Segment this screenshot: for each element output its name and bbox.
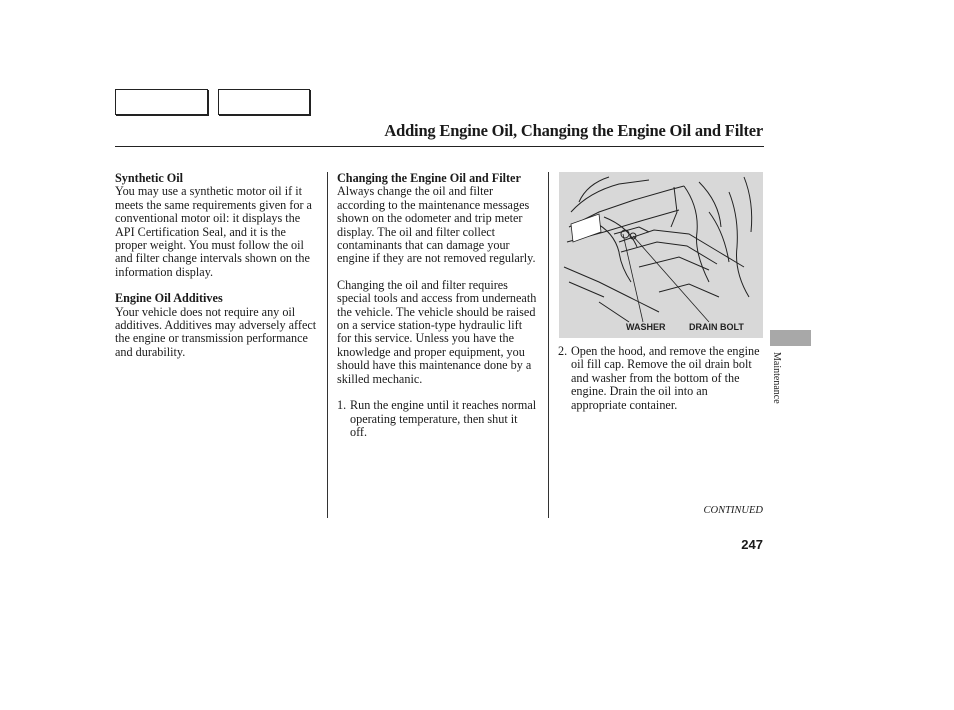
synthetic-oil-heading: Synthetic Oil xyxy=(115,171,184,185)
continued-label: CONTINUED xyxy=(703,505,763,516)
changing-oil-heading: Changing the Engine Oil and Filter xyxy=(337,171,521,185)
step-1-number: 1. xyxy=(337,398,347,413)
nav-button-1[interactable] xyxy=(115,89,208,115)
changing-oil-para2: Changing the oil and filter requires special tools and access from underneath the vehicle. The vehicle should be raised on a service station-type hydraulic lift for this service. Unless you have the knowledge and proper equipment, you should have this maintenance done by a skilled mechanic. xyxy=(337,277,537,386)
synthetic-oil-text: You may use a synthetic motor oil if it meets the same requirements given for a conventional motor oil: it displays the API Certification Seal, and it is the proper weight. You must follow the oil and filter change intervals shown on the information display. xyxy=(115,184,312,279)
column-divider-2 xyxy=(548,172,549,518)
step-2 xyxy=(558,345,763,412)
section-label: Maintenance xyxy=(771,352,782,404)
nav-button-2[interactable] xyxy=(218,89,310,115)
title-rule xyxy=(115,146,764,147)
middle-column xyxy=(337,172,537,439)
oil-additives-text: Your vehicle does not require any oil additives. Additives may adversely affect the engine or transmission performance and durability. xyxy=(115,304,317,359)
section-tab xyxy=(770,330,811,346)
changing-oil-para1: Always change the oil and filter according to the maintenance messages shown on the odometer and trip meter display. The oil and filter collect contaminants that can damage your engine if they are not removed regularly. xyxy=(337,184,536,266)
right-column xyxy=(558,345,763,412)
step-1 xyxy=(337,399,537,439)
page-title: Adding Engine Oil, Changing the Engine Oil and Filter xyxy=(384,121,763,140)
page-number: 247 xyxy=(741,537,763,552)
engine-underside-drawing xyxy=(559,172,763,338)
washer-callout: WASHER xyxy=(626,322,666,332)
column-divider-1 xyxy=(327,172,328,518)
step-1-text: Run the engine until it reaches normal operating temperature, then shut it off. xyxy=(350,398,537,439)
drain-bolt-illustration xyxy=(559,172,763,338)
step-2-text: Open the hood, and remove the engine oil fill cap. Remove the oil drain bolt and washer from the bottom of the engine. Drain the oil into an appropriate container. xyxy=(571,344,760,412)
step-2-number: 2. xyxy=(558,344,568,358)
oil-additives-heading: Engine Oil Additives xyxy=(115,291,223,306)
left-column xyxy=(115,172,320,372)
drain-bolt-callout: DRAIN BOLT xyxy=(689,322,744,332)
